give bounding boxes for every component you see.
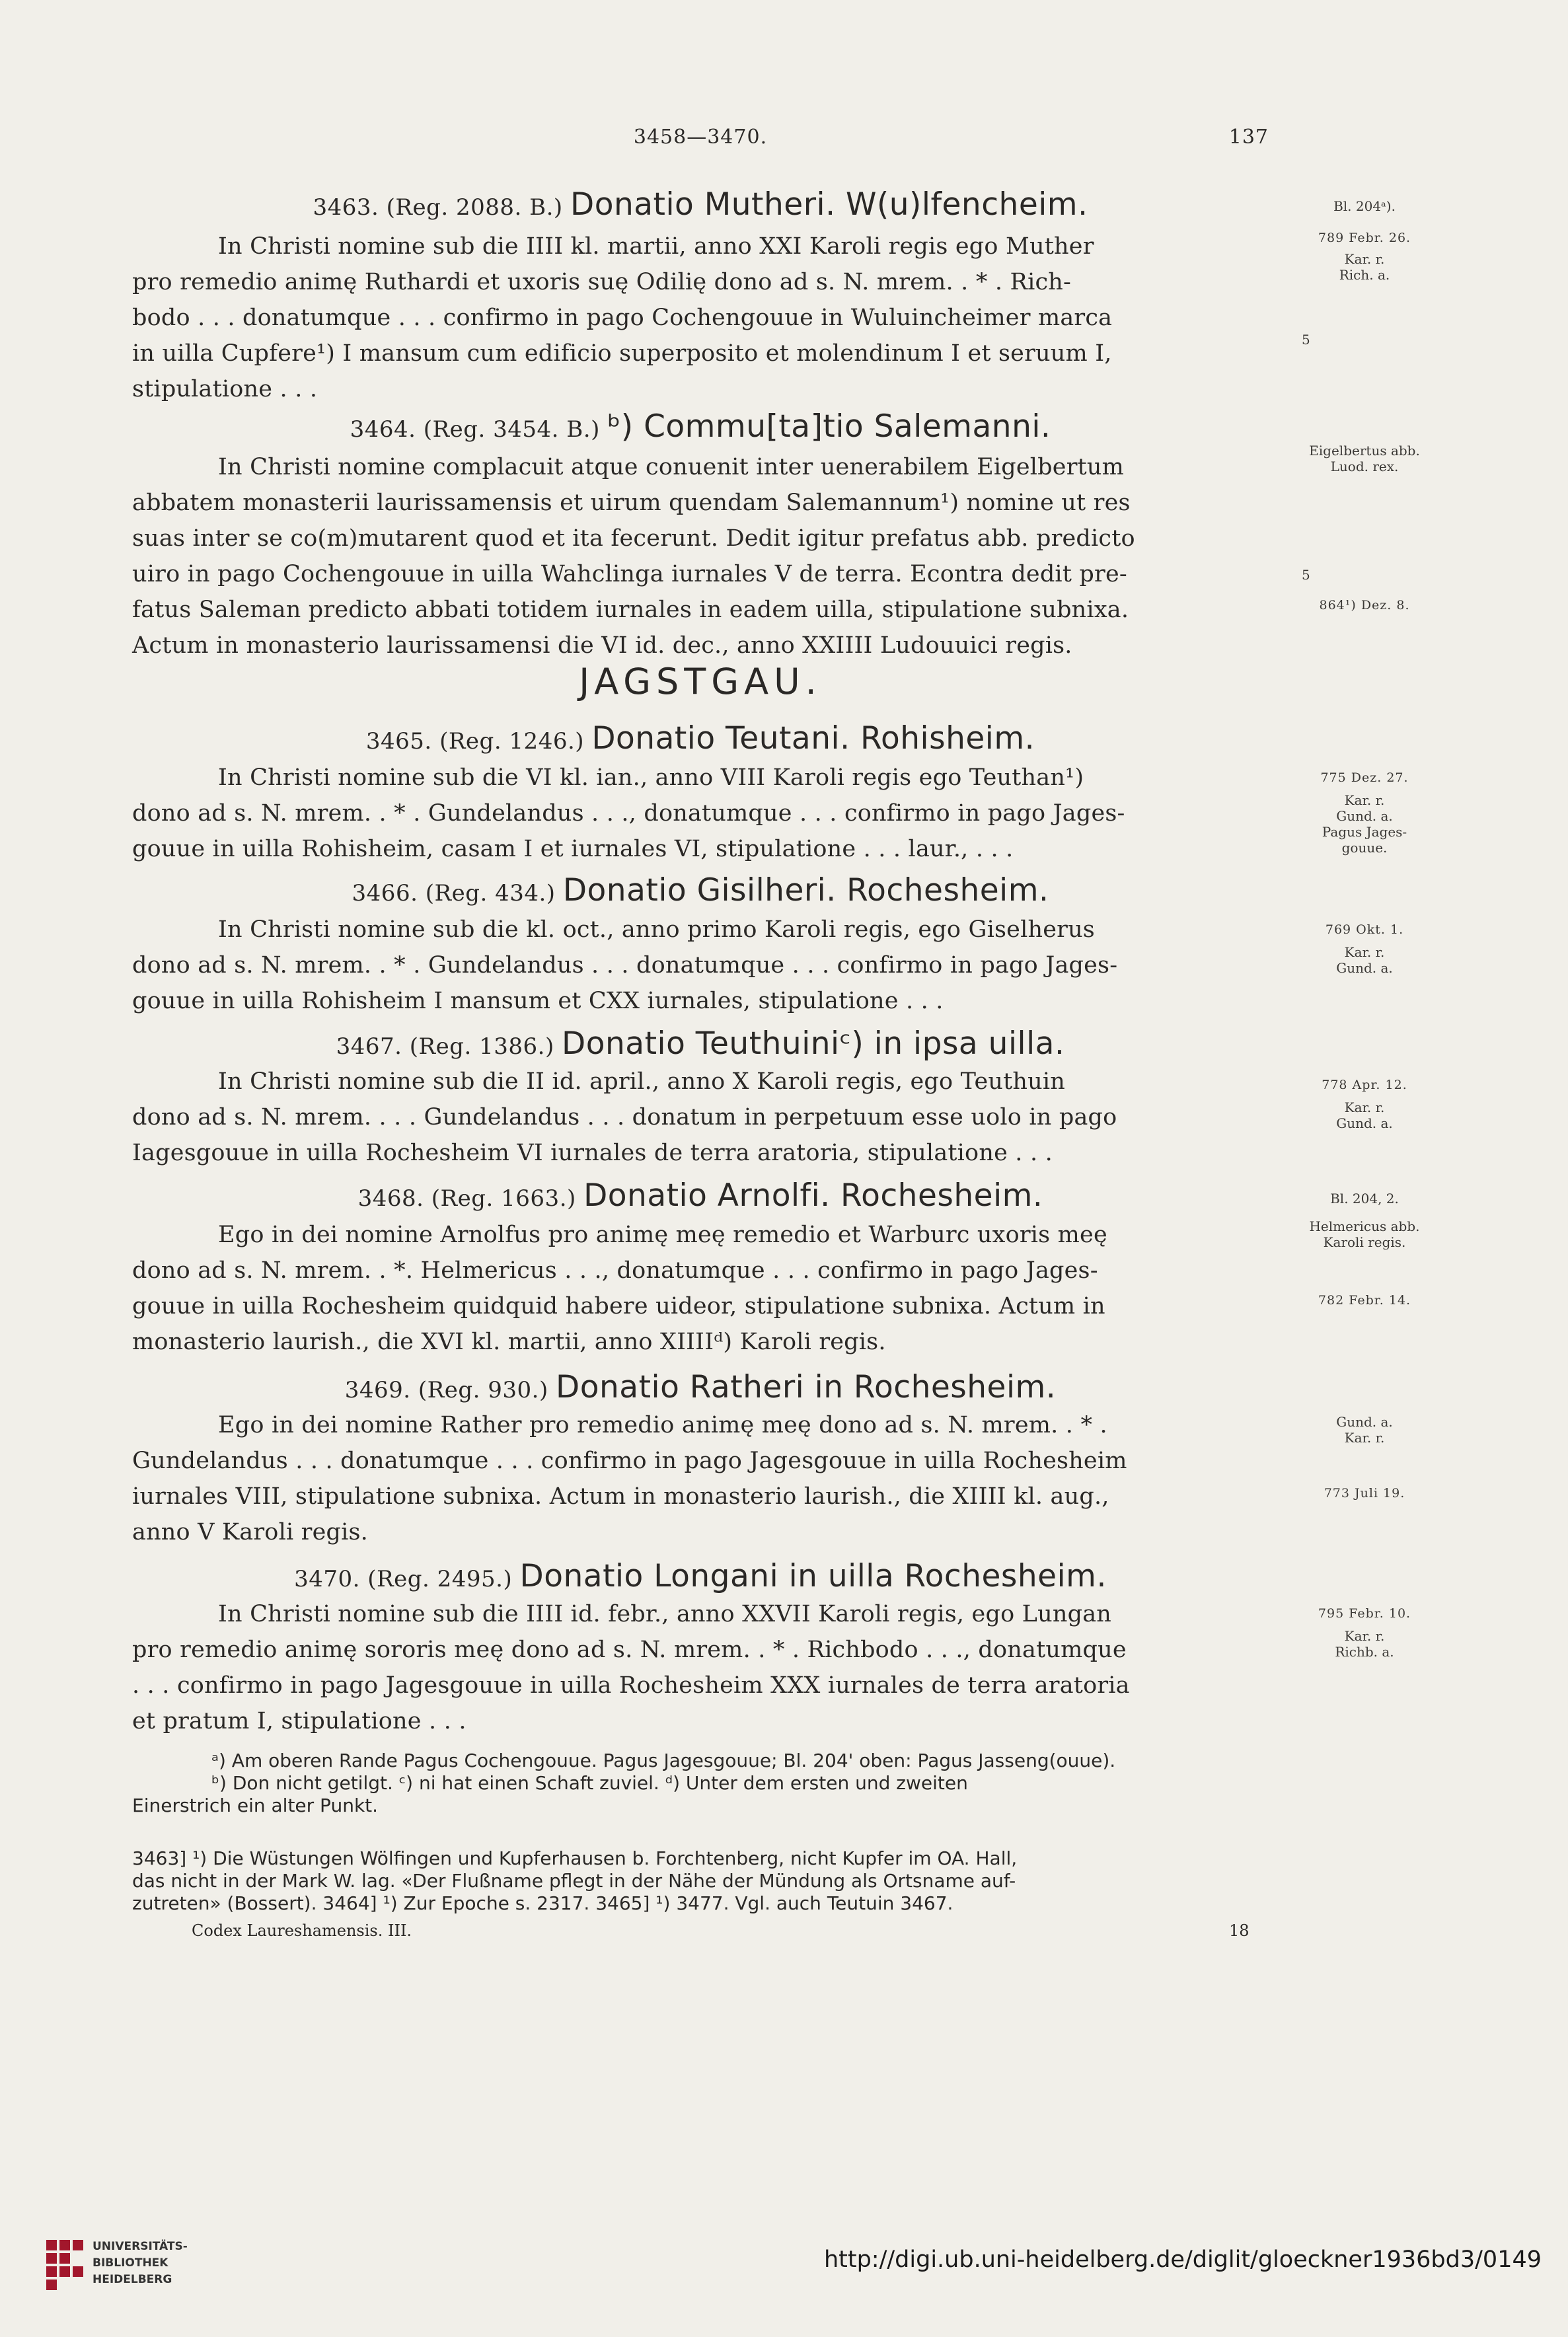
footnotes-letters: ᵃ) Am oberen Rande Pagus Cochengouue. Pagus Jagesgouue; Bl. 204' oben: Pagus Jasseng(ouue). ᵇ) Don nicht getilgt. ᶜ) ni hat einen Schaft zuviel. ᵈ) Unter dem ersten und zweiten Einerstrich ein alter Punkt. [132,1750,1116,1816]
entry-title-3469: 3469. (Reg. 930.) Donatio Ratheri in Rochesheim. [344,1369,1057,1405]
entry-range: 3458—3470. [633,126,768,149]
footer-source: Codex Laureshamensis. III. [192,1921,412,1940]
margin-note-3470: 795 Febr. 10. Kar. r. Richb. a. [1318,1606,1411,1660]
section-heading: JAGSTGAU. [579,661,822,702]
entry-text-3464: In Christi nomine complacuit atque conuenit inter uenerabilem Eigelbertum abbatem monasterii laurissamensis et uirum quendam Salemannum¹) nomine ut res suas inter se co(m)mutarent quod et ita fecerunt. Dedit igitur prefatus abb. predicto uiro in pago Cochengouue in uilla Wahclinga iurnales V de terra. Econtra dedit pre- fatus Saleman predicto abbati totidem iurnales in eadem uilla, stipulatione subnixa. Actum in monasterio laurissamensi die VI id. dec., anno XXIIII Ludouuici regis. [132,454,1135,659]
library-logo-icon [46,2240,83,2290]
margin-note-3464: Eigelbertus abb. Luod. rex. 5 864¹) Dez. 8. [1302,443,1420,612]
margin-note-3469: Gund. a. Kar. r. 773 Juli 19. [1324,1414,1405,1501]
margin-note-3466: 769 Okt. 1. Kar. r. Gund. a. [1325,922,1404,976]
document-page [132,126,1420,1949]
source-url-link[interactable]: http://digi.ub.uni-heidelberg.de/diglit/gloeckner1936bd3/0149 [823,2246,1542,2273]
entry-title-3467: 3467. (Reg. 1386.) Donatio Teuthuiniᶜ) in ipsa uilla. [336,1025,1065,1062]
entry-text-3470: In Christi nomine sub die IIII id. febr., anno XXVII Karoli regis, ego Lungan pro remedio animę sororis meę dono ad s. N. mrem. . * . Richbodo . . ., donatumque . . . confirmo in pago Jagesgouue in uilla Rochesheim XXX iurnales de terra aratoria et pratum I, stipulatione . . . [132,1601,1130,1734]
entry-title-3465: 3465. (Reg. 1246.) Donatio Teutani. Rohisheim. [365,720,1035,757]
library-logo [46,2233,198,2299]
margin-note-3463: Bl. 204ᵃ). 789 Febr. 26. Kar. r. Rich. a. 5 [1302,198,1411,348]
entry-text-3466: In Christi nomine sub die kl. oct., anno primo Karoli regis, ego Giselherus dono ad s. N. mrem. . * . Gundelandus . . . donatumque . . . confirmo in pago Jages- gouue in uilla Rohisheim I mansum et CXX iurnales, stipulatione . . . [132,916,1118,1014]
entry-title-3464: 3464. (Reg. 3454. B.) ᵇ) Commu[ta]tio Salemanni. [350,408,1051,445]
margin-note-3467: 778 Apr. 12. Kar. r. Gund. a. [1322,1078,1407,1131]
entry-title-3468: 3468. (Reg. 1663.) Donatio Arnolfi. Rochesheim. [357,1177,1043,1214]
entry-text-3465: In Christi nomine sub die VI kl. ian., anno VIII Karoli regis ego Teuthan¹) dono ad s. N. mrem. . * . Gundelandus . . ., donatumque . . . confirmo in pago Jages- gouue in uilla Rohisheim, casam I et iurnales VI, stipulatione . . . laur., . . . [132,764,1125,862]
entry-text-3469: Ego in dei nomine Rather pro remedio animę meę dono ad s. N. mrem. . * . Gundelandus . . . donatumque . . . confirmo in pago Jagesgouue in uilla Rochesheim iurnales VIII, stipulatione subnixa. Actum in monasterio laurish., die XIIII kl. aug., anno V Karoli regis. [132,1412,1127,1545]
margin-note-3465: 775 Dez. 27. Kar. r. Gund. a. Pagus Jages- gouue. [1320,770,1409,856]
page-number: 137 [1228,126,1269,149]
entry-text-3467: In Christi nomine sub die II id. april., anno X Karoli regis, ego Teuthuin dono ad s. N. mrem. . . . Gundelandus . . . donatum in perpetuum esse uolo in pago Iagesgouue in uilla Rochesheim VI iurnales de terra aratoria, stipulatione . . . [132,1068,1117,1166]
entry-text-3468: Ego in dei nomine Arnolfus pro animę meę remedio et Warburc uxoris meę dono ad s. N. mrem. . *. Helmericus . . ., donatumque . . . confirmo in pago Jages- gouue in uilla Rochesheim quidquid habere uideor, stipulatione subnixa. Actum in monasterio laurish., die XVI kl. martii, anno XIIIIᵈ) Karoli regis. [132,1222,1107,1355]
margin-note-3468: Bl. 204, 2. Helmericus abb. Karoli regis. 782 Febr. 14. [1309,1191,1420,1308]
library-name: UNIVERSITÄTS- BIBLIOTHEK HEIDELBERG [93,2240,188,2286]
entry-title-3466: 3466. (Reg. 434.) Donatio Gisilheri. Rochesheim. [352,872,1049,909]
entry-title-3463: 3463. (Reg. 2088. B.) Donatio Mutheri. W(u)lfencheim. [313,186,1088,223]
entry-title-3470: 3470. (Reg. 2495.) Donatio Longani in uilla Rochesheim. [294,1558,1107,1594]
footer-signature: 18 [1229,1921,1250,1940]
page-footer [192,1921,1269,1940]
footnotes-numbers: 3463] ¹) Die Wüstungen Wölfingen und Kupferhausen b. Forchtenberg, nicht Kupfer im OA. Hall, das nicht in der Mark W. lag. «Der Flußname pflegt in der Nähe der Mündung als Ortsname auf- zutreten» (Bossert). 3464] ¹) Zur Epoche s. 2317. 3465] ¹) 3477. Vgl. auch Teutuin 3467. [132,1847,1018,1914]
entry-text-3463: In Christi nomine sub die IIII kl. martii, anno XXI Karoli regis ego Muther pro remedio animę Ruthardi et uxoris suę Odilię dono ad s. N. mrem. . * . Rich- bodo . . . donatumque . . . confirmo in pago Cochengouue in Wuluincheimer marca in uilla Cupfere¹) I mansum cum edificio superposito et molendinum I et seruum I, stipulatione . . . [132,233,1113,402]
